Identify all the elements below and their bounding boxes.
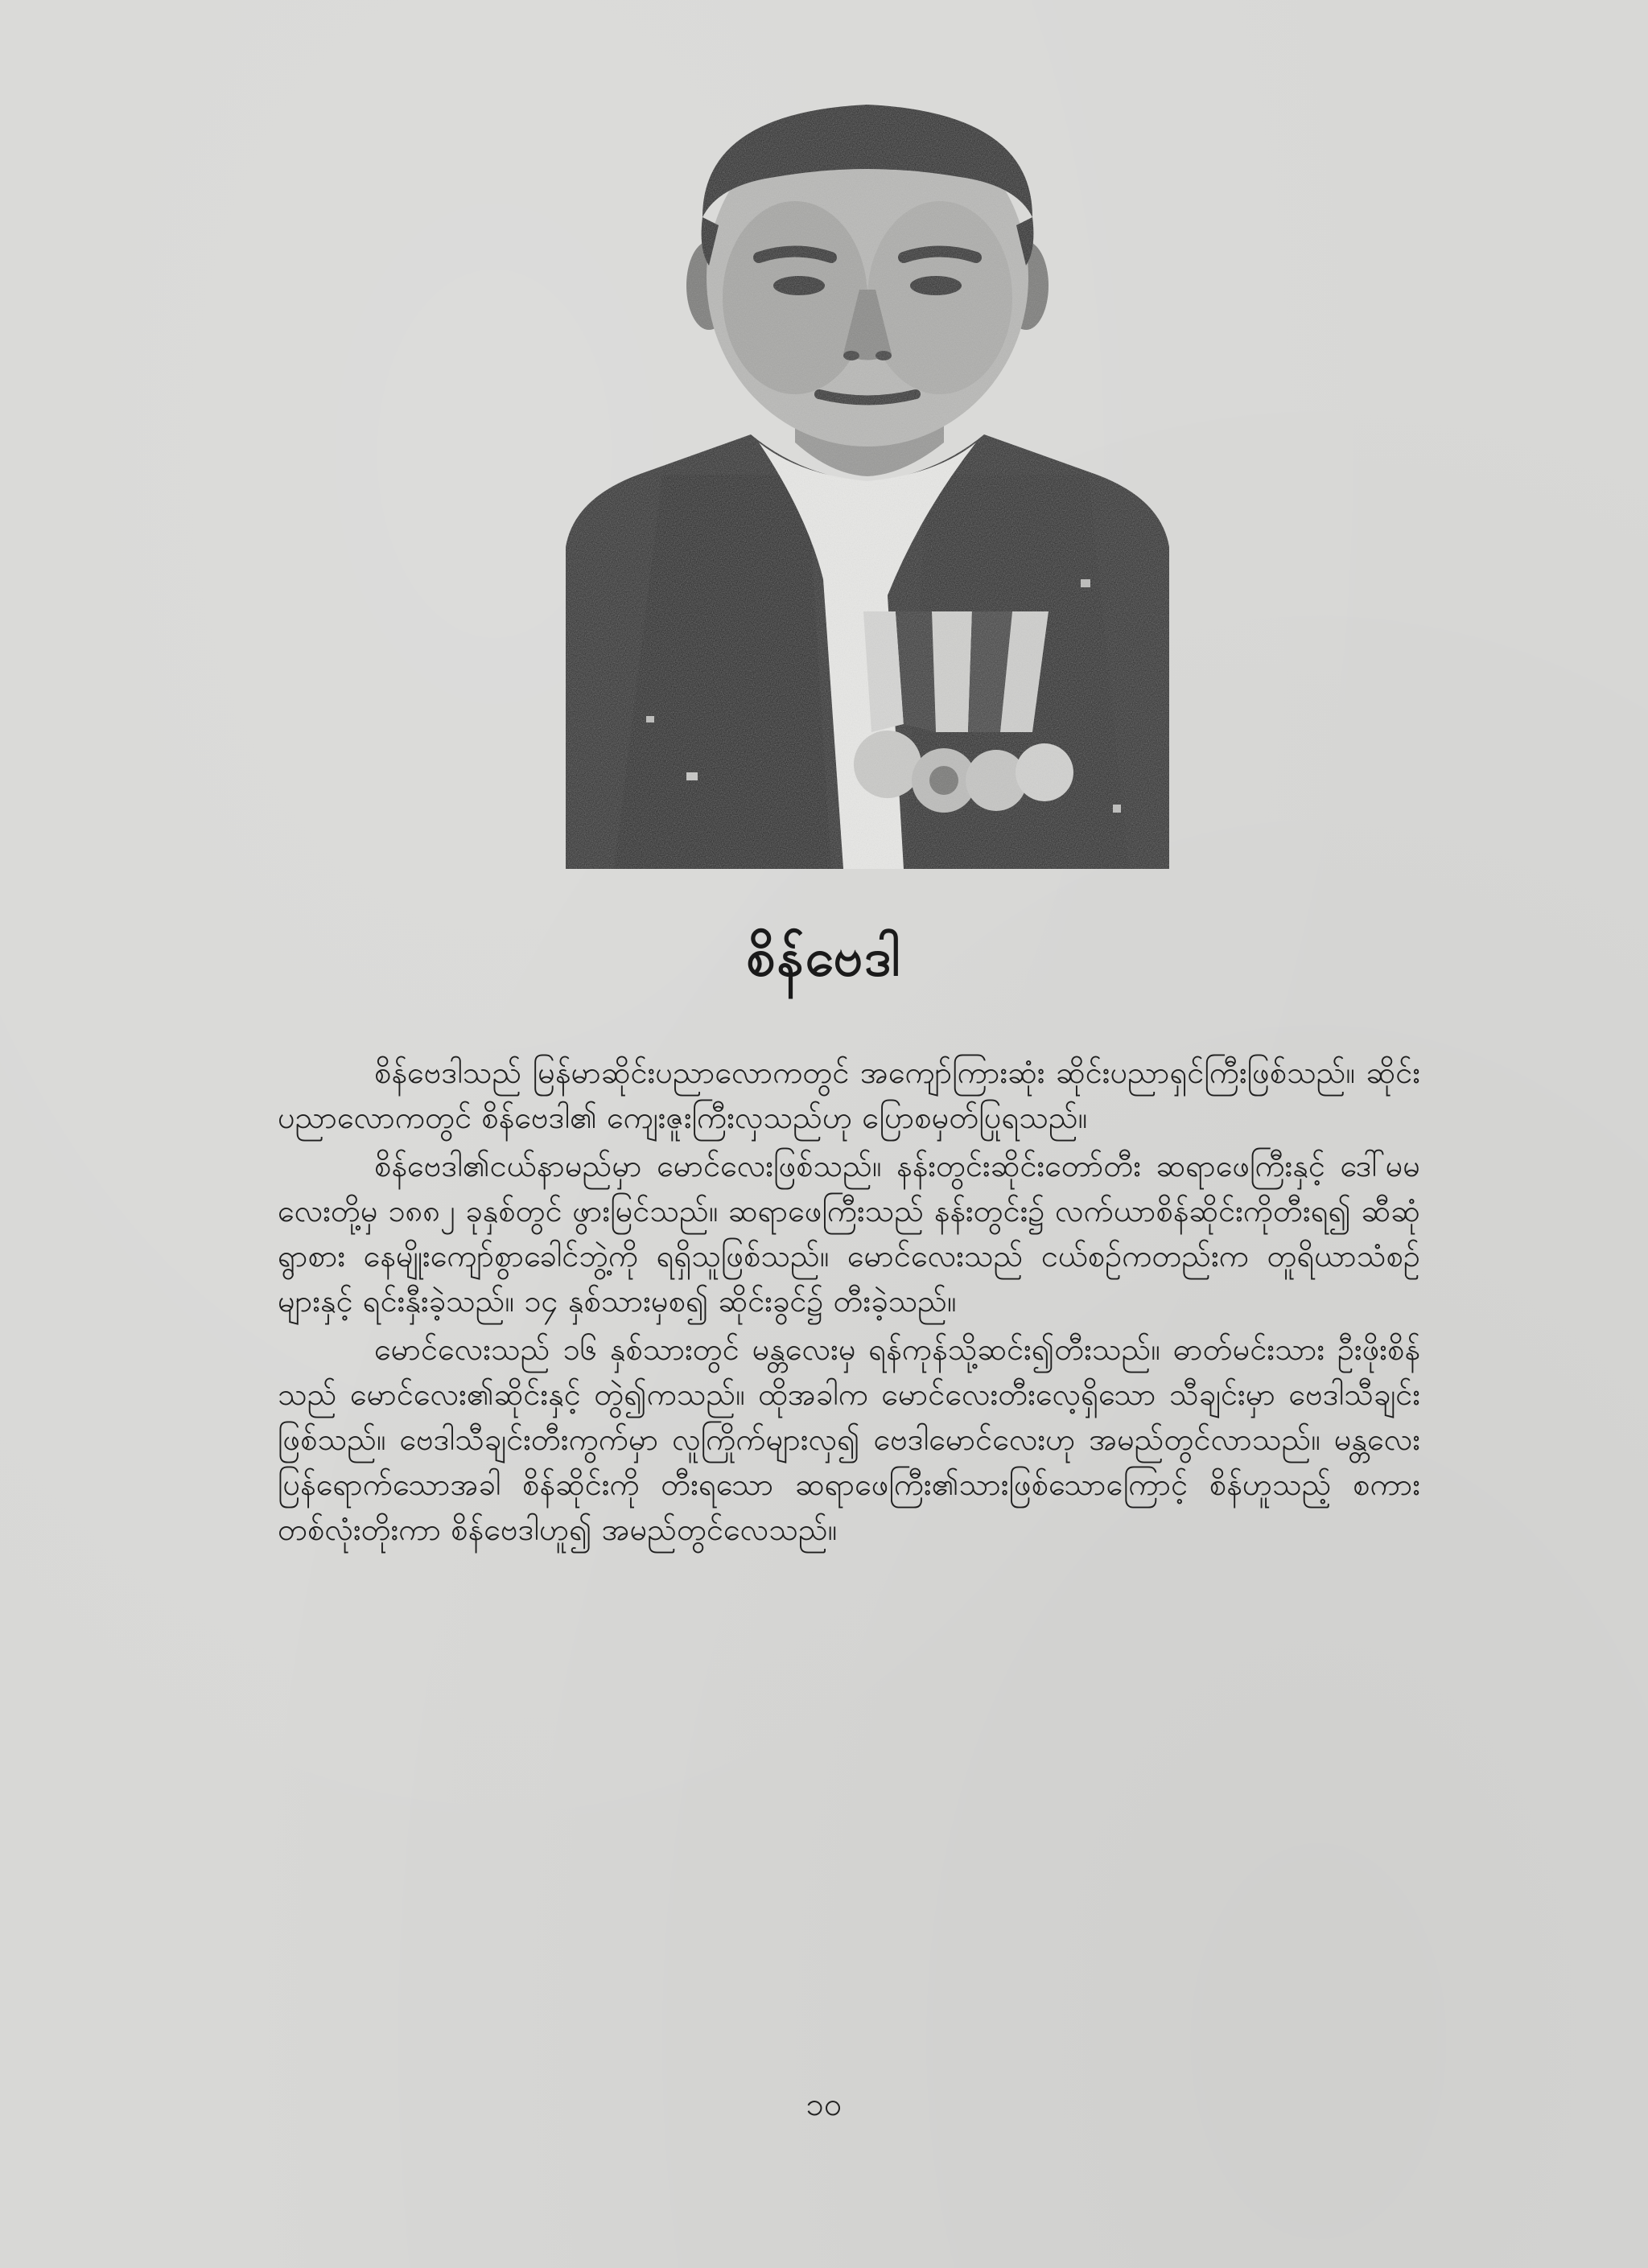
portrait-image [566, 97, 1169, 869]
paragraph-3: မောင်လေးသည် ၁၆ နှစ်သားတွင် မန္တလေးမှ ရန်ကုန်သို့ဆင်း၍တီးသည်။ ဓာတ်မင်းသား ဦးဖိုးစိန်သည် မောင်လေး၏ဆိုင်းနှင့် တွဲ၍ကသည်။ ထိုအခါက မောင်လေးတီးလေ့ရှိသော သီချင်းမှာ ဗေဒါသီချင်းဖြစ်သည်။ ဗေဒါသီချင်းတီးကွက်မှာ လူကြိုက်များလှ၍ ဗေဒါမောင်လေးဟု အမည်တွင်လာသည်။ မန္တလေးပြန်ရောက်သောအခါ စိန်ဆိုင်းကို တီးရသော ဆရာဖေကြီး၏သားဖြစ်သောကြောင့် စိန်ဟူသည့် စကားတစ်လုံးတိုးကာ စိန်ဗေဒါဟူ၍ အမည်တွင်လေသည်။ [278, 1332, 1420, 1547]
page-number: ၁၀ [805, 2086, 843, 2123]
paragraph-1: စိန်ဗေဒါသည် မြန်မာဆိုင်းပညာလောကတွင် အကျော်ကြားဆုံး ဆိုင်းပညာရှင်ကြီးဖြစ်သည်။ ဆိုင်းပညာလောကတွင် စိန်ဗေဒါ၏ ကျေးဇူးကြီးလှသည်ဟု ပြောစမှတ်ပြုရသည်။ [278, 1055, 1420, 1135]
paragraph-2: စိန်ဗေဒါ၏ငယ်နာမည်မှာ မောင်လေးဖြစ်သည်။ နန်းတွင်းဆိုင်းတော်တီး ဆရာဖေကြီးနှင့် ဒေါ်မမလေးတို့မှ ၁၈၈၂ ခုနှစ်တွင် ဖွားမြင်သည်။ ဆရာဖေကြီးသည် နန်းတွင်း၌ လက်ယာစိန်ဆိုင်းကိုတီးရ၍ ဆီဆုံရွာစား နေမျိုးကျော်စွာခေါင်ဘွဲ့ကို ရရှိသူဖြစ်သည်။ မောင်လေးသည် ငယ်စဉ်ကတည်းက တူရိယာသံစဉ်များနှင့် ရင်းနှီးခဲ့သည်။ ၁၄ နှစ်သားမှစ၍ ဆိုင်းခွင်၌ တီးခဲ့သည်။ [278, 1148, 1420, 1319]
portrait-photo [566, 97, 1169, 869]
article-title: စိန်ဗေဒါ [746, 928, 902, 988]
article-body [278, 1050, 1420, 1555]
